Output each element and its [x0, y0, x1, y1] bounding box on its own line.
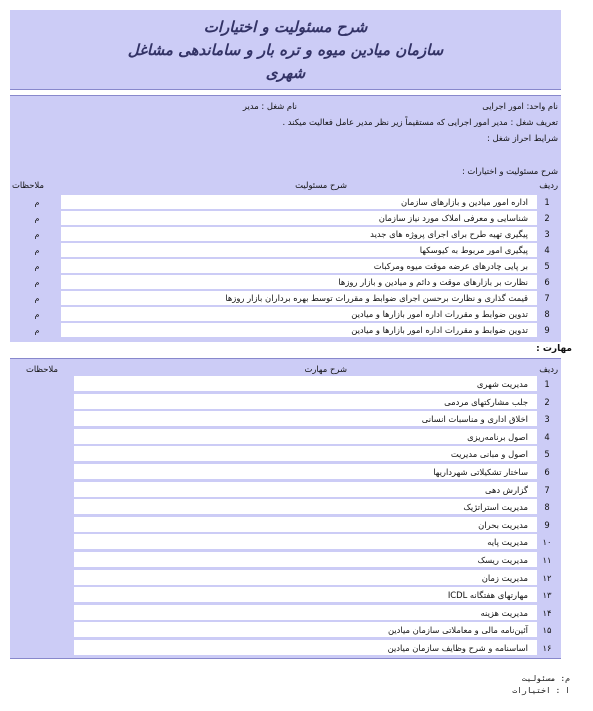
row-number: ۱۰: [542, 537, 552, 548]
row-number: 1: [544, 197, 550, 207]
row-description: اساسنامه و شرح وظایف سازمان میادین: [387, 643, 528, 653]
row-description: پیگیری امور مربوط به کیوسکها: [419, 245, 528, 255]
row-note: م: [34, 310, 40, 319]
table-row: [10, 323, 561, 338]
job-info-section: [10, 95, 561, 341]
row-number: ۱۲: [542, 572, 552, 583]
table-row: [10, 394, 561, 411]
row-number: 6: [544, 467, 550, 477]
row-number: ۱۱: [542, 555, 552, 565]
row-description: شناسایی و معرفی املاک مورد نیاز سازمان: [378, 213, 528, 223]
row-number: ۱۵: [542, 625, 552, 636]
title-line-1: شرح مسئولیت و اختیارات: [203, 18, 368, 36]
row-number: 3: [544, 229, 550, 239]
table-row: [10, 376, 561, 393]
resp-col-row: ردیف: [539, 180, 558, 190]
row-description: مدیریت پایه: [487, 537, 528, 548]
row-number: 3: [544, 414, 550, 425]
resp-col-notes: ملاحظات: [12, 180, 44, 190]
row-number: 9: [544, 325, 550, 335]
row-description: مدیریت استراتژیک: [463, 502, 528, 513]
row-note: م: [34, 278, 40, 287]
title-line-3: شهری: [265, 64, 306, 82]
skills-section-title: مهارت :: [536, 344, 572, 354]
table-row: [10, 307, 561, 322]
row-description: مدیریت هزینه: [480, 607, 528, 618]
row-number: 9: [544, 519, 550, 530]
row-number: ۱۳: [542, 590, 552, 601]
row-number: 7: [544, 293, 550, 303]
table-row: [10, 534, 561, 551]
row-description: مهارتهای هفتگانه ICDL: [447, 590, 528, 601]
row-description: مدیریت زمان: [481, 572, 528, 583]
table-row: [10, 291, 561, 306]
row-number: 5: [544, 449, 550, 460]
row-number: 2: [544, 213, 550, 223]
row-number: 4: [544, 245, 550, 255]
table-row: [10, 429, 561, 446]
row-number: 7: [544, 484, 550, 495]
row-description: اصول و مبانی مدیریت: [450, 449, 528, 460]
table-row: [10, 211, 561, 226]
row-description: بر پایی چادرهای عرضه موقت میوه ومرکبات: [373, 261, 528, 271]
row-number: 5: [544, 261, 550, 271]
table-row: [10, 499, 561, 516]
table-row: [10, 622, 561, 639]
table-row: [10, 411, 561, 428]
legend-responsibility: م: مسئولیت: [521, 674, 570, 683]
job-definition: تعریف شغل : مدیر امور اجرایی که مستقیماً زیر نظر مدیر عامل فعالیت میکند .: [282, 117, 558, 127]
skills-col-row: ردیف: [539, 364, 558, 374]
row-number: ۱۶: [542, 643, 552, 653]
row-description: مدیریت بحران: [478, 519, 528, 530]
row-description: اخلاق اداری و مناسبات انسانی: [421, 414, 528, 425]
table-row: [10, 605, 561, 622]
row-note: م: [34, 326, 40, 335]
table-row: [10, 640, 561, 657]
row-note: م: [34, 294, 40, 303]
table-row: [10, 243, 561, 258]
row-number: 8: [544, 502, 550, 513]
row-description: نظارت بر بازارهای موقت و دائم و میادین و بازار روزها: [338, 277, 528, 287]
row-description: پیگیری تهیه طرح برای اجرای پروژه های جدید: [370, 229, 528, 239]
row-note: م: [34, 230, 40, 239]
row-description: ساختار تشکیلاتی شهرداریها: [433, 467, 528, 477]
row-description: گزارش دهی: [485, 484, 528, 495]
job-name: نام شغل : مدیر: [242, 101, 297, 111]
responsibility-section-title: شرح مسئولیت و اختیارات :: [461, 166, 558, 176]
table-row: [10, 552, 561, 569]
row-note: م: [34, 246, 40, 255]
table-row: [10, 446, 561, 463]
row-description: اداره امور میادین و بازارهای سازمان: [401, 197, 528, 207]
table-row: [10, 464, 561, 481]
table-row: [10, 195, 561, 210]
skills-section: [10, 358, 561, 659]
row-description: آئین‌نامه مالی و معاملاتی سازمان میادین: [387, 625, 528, 636]
row-description: جلب مشارکتهای مردمی: [444, 396, 528, 407]
row-note: م: [34, 262, 40, 271]
row-description: قیمت گذاری و نظارت برحسن اجرای ضوابط و مقررات توسط بهره برداران بازار روزها: [225, 293, 528, 303]
row-number: 1: [544, 379, 550, 389]
row-number: ۱۴: [542, 607, 552, 618]
table-row: [10, 517, 561, 534]
row-description: اصول برنامەریزی: [467, 431, 528, 442]
row-number: 2: [544, 396, 550, 407]
unit-name: نام واحد: امور اجرایی: [482, 101, 558, 111]
table-row: [10, 482, 561, 499]
table-row: [10, 227, 561, 242]
document-title-box: [10, 10, 561, 90]
table-row: [10, 587, 561, 604]
legend-authority: ا : اختیارات: [512, 686, 570, 695]
row-description: تدوین ضوابط و مقررات اداره امور بازارها و میادین: [351, 309, 528, 319]
row-number: 4: [544, 431, 550, 442]
row-number: 8: [544, 309, 550, 319]
row-note: م: [34, 214, 40, 223]
skills-col-notes: ملاحظات: [26, 364, 58, 374]
row-description: تدوین ضوابط و مقررات اداره امور بازارها و میادین: [351, 325, 528, 335]
row-note: م: [34, 198, 40, 207]
table-row: [10, 275, 561, 290]
resp-col-desc: شرح مسئولیت: [295, 180, 347, 190]
row-description: مدیریت شهری: [476, 379, 528, 389]
job-conditions: شرایط احراز شغل :: [487, 133, 558, 143]
skills-col-desc: شرح مهارت: [304, 364, 347, 374]
title-line-2: سازمان میادین میوه و تره بار و ساماندهی مشاغل: [127, 41, 444, 59]
row-description: مدیریت ریسک: [477, 555, 528, 565]
table-row: [10, 259, 561, 274]
row-number: 6: [544, 277, 550, 287]
table-row: [10, 570, 561, 587]
